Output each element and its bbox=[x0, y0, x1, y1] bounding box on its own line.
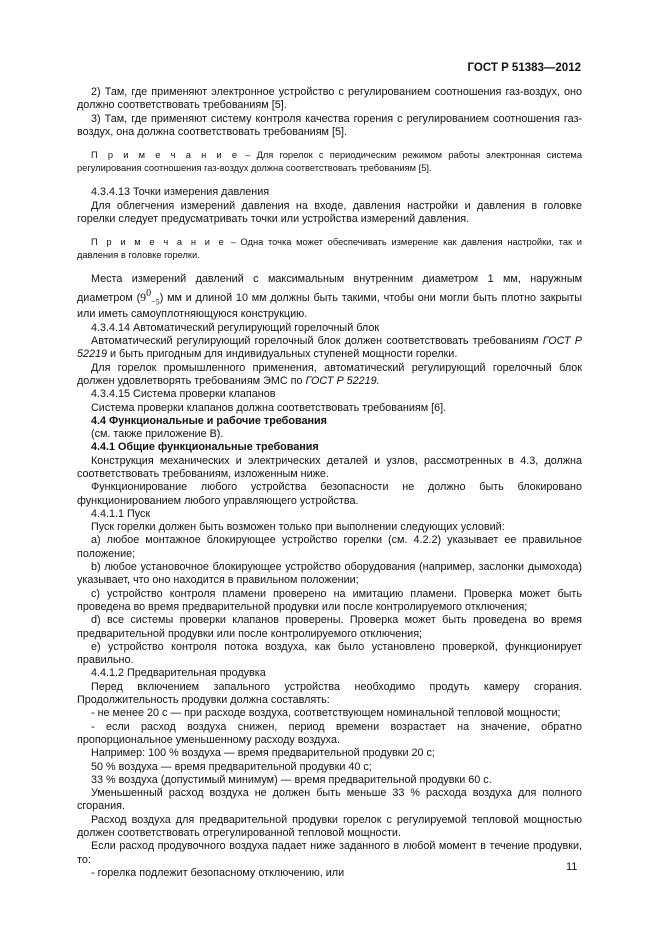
document-body bbox=[77, 86, 582, 880]
paragraph: 3) Там, где применяют систему контроля качества горения с регулированием соотношения газ-воздух, она должна соответствовать требованиям [5]. bbox=[77, 112, 582, 138]
paragraph bbox=[77, 335, 582, 362]
paragraph: Расход воздуха для предварительной продувки горелок с регулируемой тепловой мощностью должен соответствовать отрегулированной тепловой мощности. bbox=[77, 813, 582, 840]
section-heading-4-3-4-14: 4.3.4.14 Автоматический регулирующий горелочный блок bbox=[91, 321, 380, 334]
note-label: П р и м е ч а н и е bbox=[91, 150, 239, 161]
note-text: – Для горелок с периодическим режимом работы электронная система регулирования соотношения газ-воздух должна соответствовать требованиям [5]. bbox=[77, 150, 582, 173]
note bbox=[77, 149, 582, 174]
paragraph: 50 % воздуха — время предварительной продувки 40 с; bbox=[91, 760, 372, 773]
note-label: П р и м е ч а н и е bbox=[91, 237, 226, 248]
formula-sub: −5 bbox=[151, 297, 160, 307]
document-header: ГОСТ Р 51383—2012 bbox=[467, 62, 581, 74]
paragraph: Например: 100 % воздуха — время предварительной продувки 20 с; bbox=[91, 747, 435, 760]
list-item: b) любое установочное блокирующее устройство оборудования (например, заслонки дымохода) указывает, что оно находится в правильном положении; bbox=[77, 561, 582, 587]
list-item: - не менее 20 с — при расходе воздуха, соответствующем номинальной тепловой мощности; bbox=[91, 707, 561, 720]
paragraph-text: Места измерений давлений с максимальным внутренним диаметром 1 мм, наружным диаметром ( bbox=[77, 273, 582, 304]
section-heading-4-3-4-13: 4.3.4.13 Точки измерения давления bbox=[91, 186, 270, 199]
paragraph-text: и быть пригодным для индивидуальных ступеней мощности горелки. bbox=[107, 348, 458, 361]
section-heading-4-4-1: 4.4.1 Общие функциональные требования bbox=[91, 441, 319, 454]
paragraph: Конструкция механических и электрических деталей и узлов, рассмотренных в 4.3, должна соответствовать требованиям, изложенным ниже. bbox=[77, 454, 582, 480]
note-text: – Одна точка может обеспечивать измерение как давления настройки, так и давления в головке горелки. bbox=[77, 237, 583, 260]
paragraph-text: Автоматический регулирующий горелочный блок должен соответствовать требованиям bbox=[91, 335, 543, 348]
section-heading-4-3-4-15: 4.3.4.15 Система проверки клапанов bbox=[91, 388, 276, 401]
note bbox=[77, 236, 582, 261]
formula-base: 9 bbox=[140, 289, 147, 304]
paragraph: 33 % воздуха (допустимый минимум) — время предварительной продувки 60 с. bbox=[91, 773, 492, 786]
diameter-formula bbox=[140, 287, 160, 307]
section-heading-4-4: 4.4 Функциональные и рабочие требования bbox=[91, 414, 327, 427]
paragraph: Перед включением запального устройства необходимо продуть камеру сгорания. Продолжительность продувки должна составлять: bbox=[77, 680, 582, 707]
paragraph: (см. также приложение В). bbox=[91, 428, 224, 441]
formula-sup: 0 bbox=[146, 287, 152, 299]
list-item: e) устройство контроля потока воздуха, как было установлено проверкой, функционирует правильно. bbox=[77, 640, 582, 667]
paragraph: Если расход продувочного воздуха падает ниже заданного в любой момент в течение продувки, то: bbox=[77, 840, 582, 866]
paragraph bbox=[77, 362, 582, 389]
paragraph: 2) Там, где применяют электронное устройство с регулированием соотношения газ-воздух, оно должно соответствовать требованиям [5]. bbox=[77, 86, 582, 112]
paragraph: Уменьшенный расход воздуха не должен быть меньше 33 % расхода воздуха для полного сгорания. bbox=[77, 787, 582, 813]
list-item: - если расход воздуха снижен, период времени возрастает на значение, обратно пропорциональное уменьшенному расходу воздуха. bbox=[77, 720, 582, 746]
paragraph-text: ) мм и длиной 10 мм должны быть такими, чтобы они могли быть плотно закрыты или иметь самоуплотняющуюся конструкцию. bbox=[77, 291, 582, 321]
standard-reference: ГОСТ Р 52219. bbox=[305, 374, 380, 387]
paragraph-text: Для горелок промышленного применения, автоматический регулирующий горелочный блок должен удовлетворять требованиям ЭМС по bbox=[77, 361, 582, 387]
paragraph: Пуск горелки должен быть возможен только при выполнении следующих условий: bbox=[91, 521, 505, 534]
list-item: d) все системы проверки клапанов проверены. Проверка может быть проведена во время предварительной продувки или после контролируемого отключения; bbox=[77, 614, 582, 640]
standard-reference: ГОСТ Р 52219 bbox=[77, 335, 582, 361]
paragraph: Функционирование любого устройства безопасности не должно быть блокировано функционированием любого управляющего устройства. bbox=[77, 481, 582, 507]
list-item: c) устройство контроля пламени проверено на имитацию пламени. Проверка может быть проведена во время предварительной продувки или после контролируемого отключения; bbox=[77, 587, 582, 613]
paragraph: Система проверки клапанов должна соответствовать требованиям [6]. bbox=[91, 401, 447, 414]
section-heading-4-4-1-2: 4.4.1.2 Предварительная продувка bbox=[91, 667, 266, 680]
section-heading-4-4-1-1: 4.4.1.1 Пуск bbox=[91, 507, 151, 520]
paragraph bbox=[77, 273, 582, 321]
page-number: 11 bbox=[566, 861, 578, 873]
list-item: а) любое монтажное блокирующее устройство горелки (см. 4.2.2) указывает ее правильное положение; bbox=[77, 534, 582, 560]
paragraph: Для облегчения измерений давления на входе, давления настройки и давления в головке горелки следует предусматривать точки или устройства измерений давления. bbox=[77, 199, 582, 225]
list-item: - горелка подлежит безопасному отключению, или bbox=[91, 866, 345, 879]
